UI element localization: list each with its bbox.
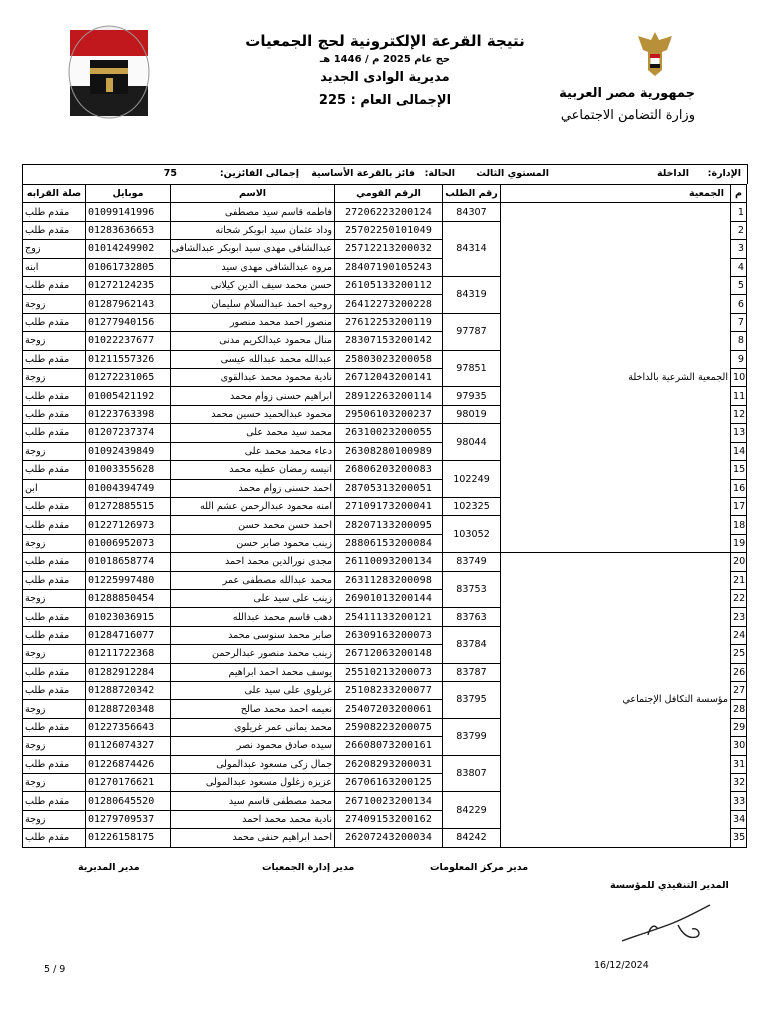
mobile-cell: 01211722368 (86, 645, 171, 663)
relation-cell: مقدم طلب (23, 424, 86, 442)
request-no-cell: 83763 (443, 608, 501, 626)
mobile-cell: 01023036915 (86, 608, 171, 626)
national-id-cell: 27206223200124 (335, 203, 443, 221)
signature-image (618, 895, 718, 950)
national-id-cell: 28307153200142 (335, 332, 443, 350)
national-id-cell: 25510213200073 (335, 663, 443, 681)
relation-cell: مقدم طلب (23, 350, 86, 368)
index-cell: 4 (731, 258, 747, 276)
index-cell: 35 (731, 829, 747, 847)
mobile-cell: 01014249902 (86, 240, 171, 258)
egypt-eagle-icon (632, 28, 678, 80)
request-no-cell: 83787 (443, 663, 501, 681)
name-cell: احمد حسنى زوام محمد (171, 479, 335, 497)
request-no-cell: 84229 (443, 792, 501, 829)
national-id-cell: 25108233200077 (335, 681, 443, 699)
request-no-cell: 83799 (443, 718, 501, 755)
mobile-cell: 01283636653 (86, 221, 171, 239)
index-cell: 31 (731, 755, 747, 773)
index-cell: 34 (731, 810, 747, 828)
relation-cell: مقدم طلب (23, 626, 86, 644)
relation-cell: مقدم طلب (23, 221, 86, 239)
national-id-cell: 26608073200161 (335, 737, 443, 755)
national-id-cell: 26311283200098 (335, 571, 443, 589)
mobile-cell: 01126074327 (86, 737, 171, 755)
relation-cell: مقدم طلب (23, 497, 86, 515)
mobile-cell: 01280645520 (86, 792, 171, 810)
table-body (23, 203, 747, 847)
winners-label: إجمالى الفائزين: (219, 168, 299, 179)
national-id-cell: 27612253200119 (335, 313, 443, 331)
index-cell: 26 (731, 663, 747, 681)
col-relation: صلة القرابه (23, 185, 86, 203)
relation-cell: زوجة (23, 534, 86, 552)
index-cell: 27 (731, 681, 747, 699)
name-cell: ابراهيم حسنى زوام محمد (171, 387, 335, 405)
national-id-cell: 29506103200237 (335, 405, 443, 423)
name-cell: محمد مصطفى قاسم سيد (171, 792, 335, 810)
mobile-cell: 01099141996 (86, 203, 171, 221)
request-no-cell: 84319 (443, 277, 501, 314)
mobile-cell: 01282912284 (86, 663, 171, 681)
index-cell: 17 (731, 497, 747, 515)
name-cell: سيده صادق محمود نصر (171, 737, 335, 755)
national-id-cell: 26710023200134 (335, 792, 443, 810)
request-no-cell: 97851 (443, 350, 501, 387)
national-id-cell: 28705313200051 (335, 479, 443, 497)
national-id-cell: 27109173200041 (335, 497, 443, 515)
mobile-cell: 01227126973 (86, 516, 171, 534)
name-cell: منصور احمد محمد منصور (171, 313, 335, 331)
national-id-cell: 26901013200144 (335, 589, 443, 607)
name-cell: احمد ابراهيم حنفى محمد (171, 829, 335, 847)
name-cell: زينب محمد منصور عبدالرحمن (171, 645, 335, 663)
winners-table (22, 184, 747, 848)
national-id-cell: 26208293200031 (335, 755, 443, 773)
relation-cell: زوجة (23, 442, 86, 460)
col-name: الاسم (171, 185, 335, 203)
relation-cell: زوجة (23, 774, 86, 792)
index-cell: 12 (731, 405, 747, 423)
filter-info-row (22, 164, 748, 184)
name-cell: دهب قاسم محمد عبدالله (171, 608, 335, 626)
index-cell: 20 (731, 553, 747, 571)
name-cell: زينب على سيد على (171, 589, 335, 607)
relation-cell: مقدم طلب (23, 792, 86, 810)
status-value: فائز بالقرعة الأساسية (311, 168, 415, 179)
name-cell: مجدى نورالدين محمد احمد (171, 553, 335, 571)
relation-cell: ابنه (23, 258, 86, 276)
index-cell: 13 (731, 424, 747, 442)
mobile-cell: 01288850454 (86, 589, 171, 607)
name-cell: نادية محمد محمد احمد (171, 810, 335, 828)
page-title: نتيجة القرعة الإلكترونية لحج الجمعيات (245, 32, 525, 50)
name-cell: فاطمه قاسم سيد مصطفى (171, 203, 335, 221)
mobile-cell: 01272124235 (86, 277, 171, 295)
relation-cell: مقدم طلب (23, 461, 86, 479)
request-no-cell: 103052 (443, 516, 501, 553)
exec-director-sign: المدير التنفيذي للمؤسسة (610, 880, 729, 891)
table-row (23, 553, 747, 571)
name-cell: امنه محمود عبدالرحمن عشم الله (171, 497, 335, 515)
print-date: 16/12/2024 (594, 960, 649, 971)
request-no-cell: 83784 (443, 626, 501, 663)
grand-total: الإجمالى العام : 225 (318, 93, 452, 108)
level-label: المستوي الثالث (476, 168, 549, 179)
relation-cell: زوجة (23, 369, 86, 387)
index-cell: 1 (731, 203, 747, 221)
relation-cell: مقدم طلب (23, 718, 86, 736)
table-row (23, 203, 747, 221)
index-cell: 10 (731, 369, 747, 387)
index-cell: 6 (731, 295, 747, 313)
name-cell: منال محمود عبدالكريم مدنى (171, 332, 335, 350)
name-cell: احمد حسن محمد حسن (171, 516, 335, 534)
relation-cell: زوجة (23, 737, 86, 755)
request-no-cell: 97935 (443, 387, 501, 405)
index-cell: 8 (731, 332, 747, 350)
request-no-cell: 84314 (443, 221, 501, 276)
request-no-cell: 83749 (443, 553, 501, 571)
col-mobile: موبايل (86, 185, 171, 203)
index-cell: 11 (731, 387, 747, 405)
national-id-cell: 26310023200055 (335, 424, 443, 442)
mobile-cell: 01018658774 (86, 553, 171, 571)
national-id-cell: 28207133200095 (335, 516, 443, 534)
relation-cell: زوجة (23, 645, 86, 663)
relation-cell: زوجة (23, 589, 86, 607)
mobile-cell: 01272885515 (86, 497, 171, 515)
request-no-cell: 102325 (443, 497, 501, 515)
national-id-cell: 26706163200125 (335, 774, 443, 792)
index-cell: 33 (731, 792, 747, 810)
name-cell: نعيمه احمد محمد صالح (171, 700, 335, 718)
national-id-cell: 28806153200084 (335, 534, 443, 552)
name-cell: دعاء محمد محمد على (171, 442, 335, 460)
season-label: حج عام 2025 م / 1446 هـ (319, 54, 451, 65)
mobile-cell: 01006952073 (86, 534, 171, 552)
relation-cell: مقدم طلب (23, 755, 86, 773)
col-association: الجمعية (501, 185, 731, 203)
request-no-cell: 84242 (443, 829, 501, 847)
mobile-cell: 01004394749 (86, 479, 171, 497)
name-cell: غريلوى على سيد على (171, 681, 335, 699)
association-cell: الجمعية الشرعية بالداخلة (501, 203, 731, 553)
name-cell: عبدالشافى مهدى سيد ابوبكر عبدالشافى (171, 240, 335, 258)
mobile-cell: 01288720342 (86, 681, 171, 699)
republic-label: جمهورية مصر العربية (559, 86, 695, 101)
index-cell: 7 (731, 313, 747, 331)
mobile-cell: 01003355628 (86, 461, 171, 479)
col-national-id: الرقم القومي (335, 185, 443, 203)
mobile-cell: 01225997480 (86, 571, 171, 589)
relation-cell: مقدم طلب (23, 608, 86, 626)
national-id-cell: 28912263200114 (335, 387, 443, 405)
name-cell: محمد سيد محمد على (171, 424, 335, 442)
name-cell: وداد عثمان سيد ابوبكر شحاته (171, 221, 335, 239)
mobile-cell: 01092439849 (86, 442, 171, 460)
national-id-cell: 25803023200058 (335, 350, 443, 368)
index-cell: 16 (731, 479, 747, 497)
relation-cell: ابن (23, 479, 86, 497)
index-cell: 23 (731, 608, 747, 626)
relation-cell: مقدم طلب (23, 571, 86, 589)
mobile-cell: 01277940156 (86, 313, 171, 331)
status-label: الحالة: (424, 168, 455, 179)
relation-cell: مقدم طلب (23, 387, 86, 405)
index-cell: 29 (731, 718, 747, 736)
index-cell: 14 (731, 442, 747, 460)
index-cell: 30 (731, 737, 747, 755)
index-cell: 18 (731, 516, 747, 534)
mobile-cell: 01288720348 (86, 700, 171, 718)
relation-cell: مقدم طلب (23, 829, 86, 847)
national-id-cell: 25411133200121 (335, 608, 443, 626)
admin-label: الإدارة: (707, 168, 741, 179)
name-cell: حسن محمد سيف الدين كيلانى (171, 277, 335, 295)
relation-cell: زوجة (23, 332, 86, 350)
request-no-cell: 98019 (443, 405, 501, 423)
relation-cell: زوج (23, 240, 86, 258)
relation-cell: مقدم طلب (23, 681, 86, 699)
mobile-cell: 01227356643 (86, 718, 171, 736)
relation-cell: مقدم طلب (23, 553, 86, 571)
request-no-cell: 97787 (443, 313, 501, 350)
national-id-cell: 25712213200032 (335, 240, 443, 258)
name-cell: زينب محمود صابر حسن (171, 534, 335, 552)
request-no-cell: 84307 (443, 203, 501, 221)
national-id-cell: 27409153200162 (335, 810, 443, 828)
mobile-cell: 01270176621 (86, 774, 171, 792)
mobile-cell: 01022237677 (86, 332, 171, 350)
index-cell: 2 (731, 221, 747, 239)
name-cell: جمال زكى مسعود عبدالمولى (171, 755, 335, 773)
national-id-cell: 26110093200134 (335, 553, 443, 571)
national-id-cell: 25702250101049 (335, 221, 443, 239)
name-cell: يوسف محمد احمد ابراهيم (171, 663, 335, 681)
directorate-manager-sign: مدير المديرية (78, 862, 140, 873)
index-cell: 9 (731, 350, 747, 368)
national-id-cell: 26712063200148 (335, 645, 443, 663)
request-no-cell: 83807 (443, 755, 501, 792)
mobile-cell: 01211557326 (86, 350, 171, 368)
name-cell: عبدالله محمد عبدالله عيسى (171, 350, 335, 368)
national-id-cell: 26105133200112 (335, 277, 443, 295)
hajj-logo (68, 24, 150, 120)
index-cell: 3 (731, 240, 747, 258)
name-cell: محمد عبدالله مصطفى عمر (171, 571, 335, 589)
directorate-label: مديرية الوادى الجديد (320, 70, 450, 85)
request-no-cell: 83753 (443, 571, 501, 608)
page-number: 5 / 9 (44, 964, 66, 975)
name-cell: روحيه احمد عبدالسلام سليمان (171, 295, 335, 313)
mobile-cell: 01061732805 (86, 258, 171, 276)
relation-cell: مقدم طلب (23, 663, 86, 681)
index-cell: 32 (731, 774, 747, 792)
mobile-cell: 01272231065 (86, 369, 171, 387)
admin-value: الداخلة (656, 168, 689, 179)
relation-cell: مقدم طلب (23, 405, 86, 423)
index-cell: 19 (731, 534, 747, 552)
mobile-cell: 01226874426 (86, 755, 171, 773)
name-cell: محمد يمانى عمر غريلوى (171, 718, 335, 736)
index-cell: 22 (731, 589, 747, 607)
name-cell: محمود عبدالحميد حسين محمد (171, 405, 335, 423)
request-no-cell: 98044 (443, 424, 501, 461)
relation-cell: زوجة (23, 295, 86, 313)
national-id-cell: 25908223200075 (335, 718, 443, 736)
index-cell: 25 (731, 645, 747, 663)
mobile-cell: 01207237374 (86, 424, 171, 442)
mobile-cell: 01279709537 (86, 810, 171, 828)
mobile-cell: 01284716077 (86, 626, 171, 644)
relation-cell: مقدم طلب (23, 516, 86, 534)
name-cell: مروه عبدالشافى مهدى سيد (171, 258, 335, 276)
relation-cell: مقدم طلب (23, 203, 86, 221)
mobile-cell: 01226158175 (86, 829, 171, 847)
request-no-cell: 83795 (443, 681, 501, 718)
table-header-row (23, 185, 747, 203)
national-id-cell: 25407203200061 (335, 700, 443, 718)
index-cell: 5 (731, 277, 747, 295)
national-id-cell: 26207243200034 (335, 829, 443, 847)
assoc-manager-sign: مدير إدارة الجمعيات (262, 862, 355, 873)
index-cell: 24 (731, 626, 747, 644)
association-cell: مؤسسة التكافل الإجتماعي (501, 553, 731, 848)
mobile-cell: 01287962143 (86, 295, 171, 313)
winners-value: 75 (163, 168, 177, 179)
national-id-cell: 28407190105243 (335, 258, 443, 276)
index-cell: 21 (731, 571, 747, 589)
national-id-cell: 26412273200228 (335, 295, 443, 313)
index-cell: 28 (731, 700, 747, 718)
ministry-label: وزارة التضامن الاجتماعي (560, 108, 695, 123)
national-id-cell: 26806203200083 (335, 461, 443, 479)
name-cell: نادية محمود محمد عبدالقوى (171, 369, 335, 387)
name-cell: صابر محمد سنوسى محمد (171, 626, 335, 644)
col-index: م (731, 185, 747, 203)
relation-cell: زوجة (23, 700, 86, 718)
index-cell: 15 (731, 461, 747, 479)
name-cell: انيسه رمضان عطيه محمد (171, 461, 335, 479)
mobile-cell: 01005421192 (86, 387, 171, 405)
it-manager-sign: مدير مركز المعلومات (430, 862, 529, 873)
national-id-cell: 26308280100989 (335, 442, 443, 460)
national-id-cell: 26712043200141 (335, 369, 443, 387)
relation-cell: مقدم طلب (23, 277, 86, 295)
national-id-cell: 26309163200073 (335, 626, 443, 644)
name-cell: عزيزه زغلول مسعود عبدالمولى (171, 774, 335, 792)
relation-cell: مقدم طلب (23, 313, 86, 331)
mobile-cell: 01223763398 (86, 405, 171, 423)
col-request-no: رقم الطلب (443, 185, 501, 203)
relation-cell: زوجة (23, 810, 86, 828)
request-no-cell: 102249 (443, 461, 501, 498)
